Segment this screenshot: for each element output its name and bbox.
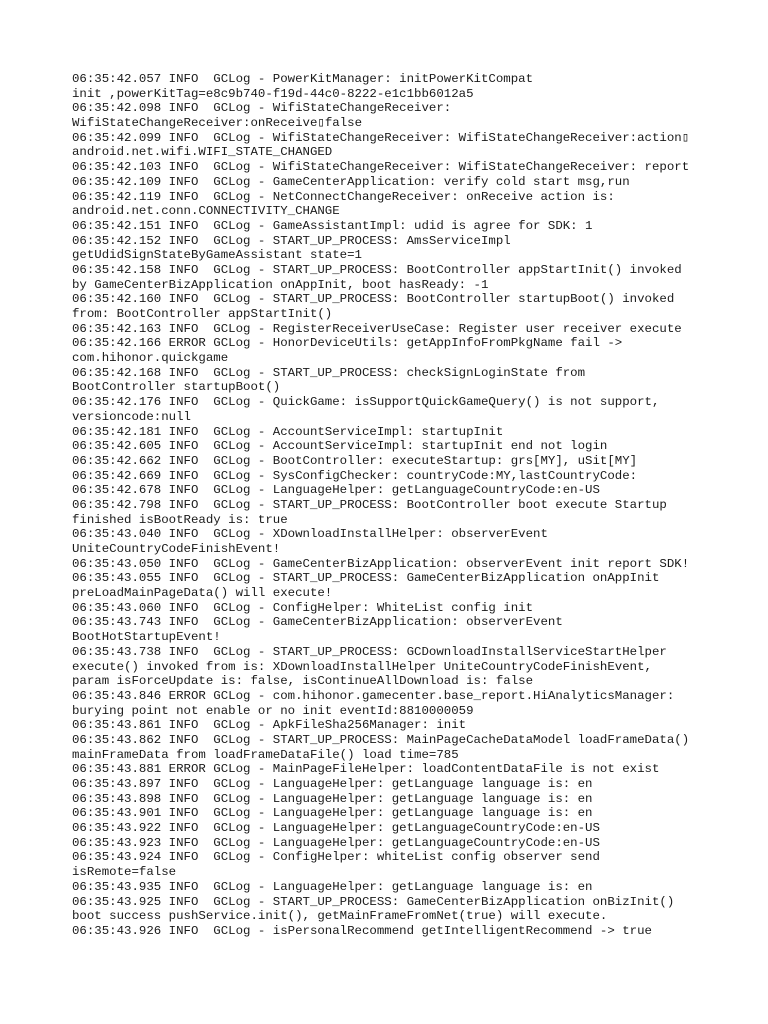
log-line: 06:35:43.055 INFO GCLog - START_UP_PROCESS: GameCenterBizApplication onAppInit [72, 571, 660, 586]
log-line: 06:35:43.922 INFO GCLog - LanguageHelper: getLanguageCountryCode:en-US [72, 821, 600, 836]
log-line: 06:35:42.152 INFO GCLog - START_UP_PROCESS: AmsServiceImpl [72, 233, 511, 248]
log-line: init ,powerKitTag=e8c9b740-f19d-44c0-8222-e1c1bb6012a5 [72, 86, 474, 101]
log-line: 06:35:42.163 INFO GCLog - RegisterReceiverUseCase: Register user receiver execute [72, 321, 682, 336]
log-line: 06:35:43.861 INFO GCLog - ApkFileSha256Manager: init [72, 718, 467, 733]
log-line: WifiStateChangeReceiver:onReceive▯false [72, 116, 363, 131]
log-line: 06:35:42.669 INFO GCLog - SysConfigChecker: countryCode:MY,lastCountryCode: [72, 468, 638, 483]
log-line: UniteCountryCodeFinishEvent! [72, 542, 281, 556]
log-line: 06:35:43.050 INFO GCLog - GameCenterBizApplication: observerEvent init report SDK! [72, 556, 690, 571]
log-line: 06:35:43.923 INFO GCLog - LanguageHelper: getLanguageCountryCode:en-US [72, 835, 600, 850]
log-line: burying point not enable or no init eventId:8810000059 [72, 703, 474, 718]
log-line: by GameCenterBizApplication onAppInit, boot hasReady: -1 [72, 277, 489, 292]
log-line: 06:35:43.862 INFO GCLog - START_UP_PROCESS: MainPageCacheDataModel loadFrameData() [72, 732, 690, 747]
log-line: 06:35:43.935 INFO GCLog - LanguageHelper: getLanguage language is: en [72, 879, 593, 894]
log-line: param isForceUpdate is: false, isContinueAllDownload is: false [72, 674, 534, 689]
log-line: 06:35:42.605 INFO GCLog - AccountServiceImpl: startupInit end not login [72, 439, 608, 454]
log-line: 06:35:42.166 ERROR GCLog - HonorDeviceUtils: getAppInfoFromPkgName fail -> [72, 336, 623, 351]
log-line: 06:35:43.897 INFO GCLog - LanguageHelper: getLanguage language is: en [72, 777, 593, 791]
log-line: 06:35:42.098 INFO GCLog - WifiStateChangeReceiver: [72, 101, 452, 116]
log-document [72, 72, 762, 939]
log-line: 06:35:42.176 INFO GCLog - QuickGame: isSupportQuickGameQuery() is not support, [72, 395, 660, 410]
log-line: 06:35:43.924 INFO GCLog - ConfigHelper: whiteList config observer send [72, 850, 600, 865]
log-line: 06:35:43.846 ERROR GCLog - com.hihonor.gamecenter.base_report.HiAnalyticsManager: [72, 688, 675, 703]
log-line: 06:35:43.901 INFO GCLog - LanguageHelper: getLanguage language is: en [72, 806, 593, 821]
log-line: 06:35:43.925 INFO GCLog - START_UP_PROCESS: GameCenterBizApplication onBizInit() [72, 894, 675, 909]
log-line: boot success pushService.init(), getMainFrameFromNet(true) will execute. [72, 909, 608, 924]
log-line: 06:35:43.926 INFO GCLog - isPersonalRecommend getIntelligentRecommend -> true [72, 923, 652, 938]
log-line: 06:35:43.738 INFO GCLog - START_UP_PROCESS: GCDownloadInstallServiceStartHelper [72, 644, 667, 659]
log-line: android.net.conn.CONNECTIVITY_CHANGE [72, 204, 340, 219]
log-line: android.net.wifi.WIFI_STATE_CHANGED [72, 145, 333, 160]
log-line: preLoadMainPageData() will execute! [72, 586, 333, 601]
log-line: 06:35:43.040 INFO GCLog - XDownloadInstallHelper: observerEvent [72, 527, 548, 542]
log-line: 06:35:42.109 INFO GCLog - GameCenterApplication: verify cold start msg,run [72, 174, 630, 189]
log-line: versioncode:null [72, 409, 191, 424]
log-line: 06:35:42.160 INFO GCLog - START_UP_PROCESS: BootController startupBoot() invoked [72, 292, 675, 307]
log-line: 06:35:43.898 INFO GCLog - LanguageHelper: getLanguage language is: en [72, 791, 593, 806]
log-line: 06:35:42.151 INFO GCLog - GameAssistantImpl: udid is agree for SDK: 1 [72, 218, 593, 233]
log-line: 06:35:42.798 INFO GCLog - START_UP_PROCESS: BootController boot execute Startup [72, 497, 667, 512]
log-line: 06:35:42.168 INFO GCLog - START_UP_PROCESS: checkSignLoginState from [72, 365, 586, 380]
log-line: com.hihonor.quickgame [72, 351, 229, 366]
log-line: 06:35:42.662 INFO GCLog - BootController: executeStartup: grs[MY], uSit[MY] [72, 453, 638, 468]
log-line: mainFrameData from loadFrameDataFile() load time=785 [72, 747, 459, 762]
log-line: getUdidSignStateByGameAssistant state=1 [72, 248, 362, 263]
log-line: 06:35:42.057 INFO GCLog - PowerKitManager: initPowerKitCompat [72, 72, 534, 86]
log-line: 06:35:42.678 INFO GCLog - LanguageHelper: getLanguageCountryCode:en-US [72, 483, 600, 498]
log-line: BootController startupBoot() [72, 380, 281, 395]
log-line: isRemote=false [72, 865, 177, 880]
log-line: 06:35:42.158 INFO GCLog - START_UP_PROCESS: BootController appStartInit() invoked [72, 262, 682, 277]
log-line: 06:35:42.119 INFO GCLog - NetConnectChangeReceiver: onReceive action is: [72, 189, 615, 204]
log-line: finished isBootReady is: true [72, 512, 288, 527]
log-line: 06:35:43.743 INFO GCLog - GameCenterBizApplication: observerEvent [72, 615, 563, 630]
log-line: 06:35:42.099 INFO GCLog - WifiStateChangeReceiver: WifiStateChangeReceiver:action▯ [72, 130, 690, 145]
log-line: BootHotStartupEvent! [72, 630, 221, 645]
log-line: execute() invoked from is: XDownloadInstallHelper UniteCountryCodeFinishEvent, [72, 659, 652, 674]
log-line: 06:35:43.881 ERROR GCLog - MainPageFileHelper: loadContentDataFile is not exist [72, 762, 660, 777]
log-line: 06:35:42.103 INFO GCLog - WifiStateChangeReceiver: WifiStateChangeReceiver: report [72, 160, 690, 175]
log-line: from: BootController appStartInit() [72, 307, 333, 321]
log-line: 06:35:43.060 INFO GCLog - ConfigHelper: WhiteList config init [72, 600, 534, 615]
log-line: 06:35:42.181 INFO GCLog - AccountServiceImpl: startupInit [72, 424, 504, 439]
